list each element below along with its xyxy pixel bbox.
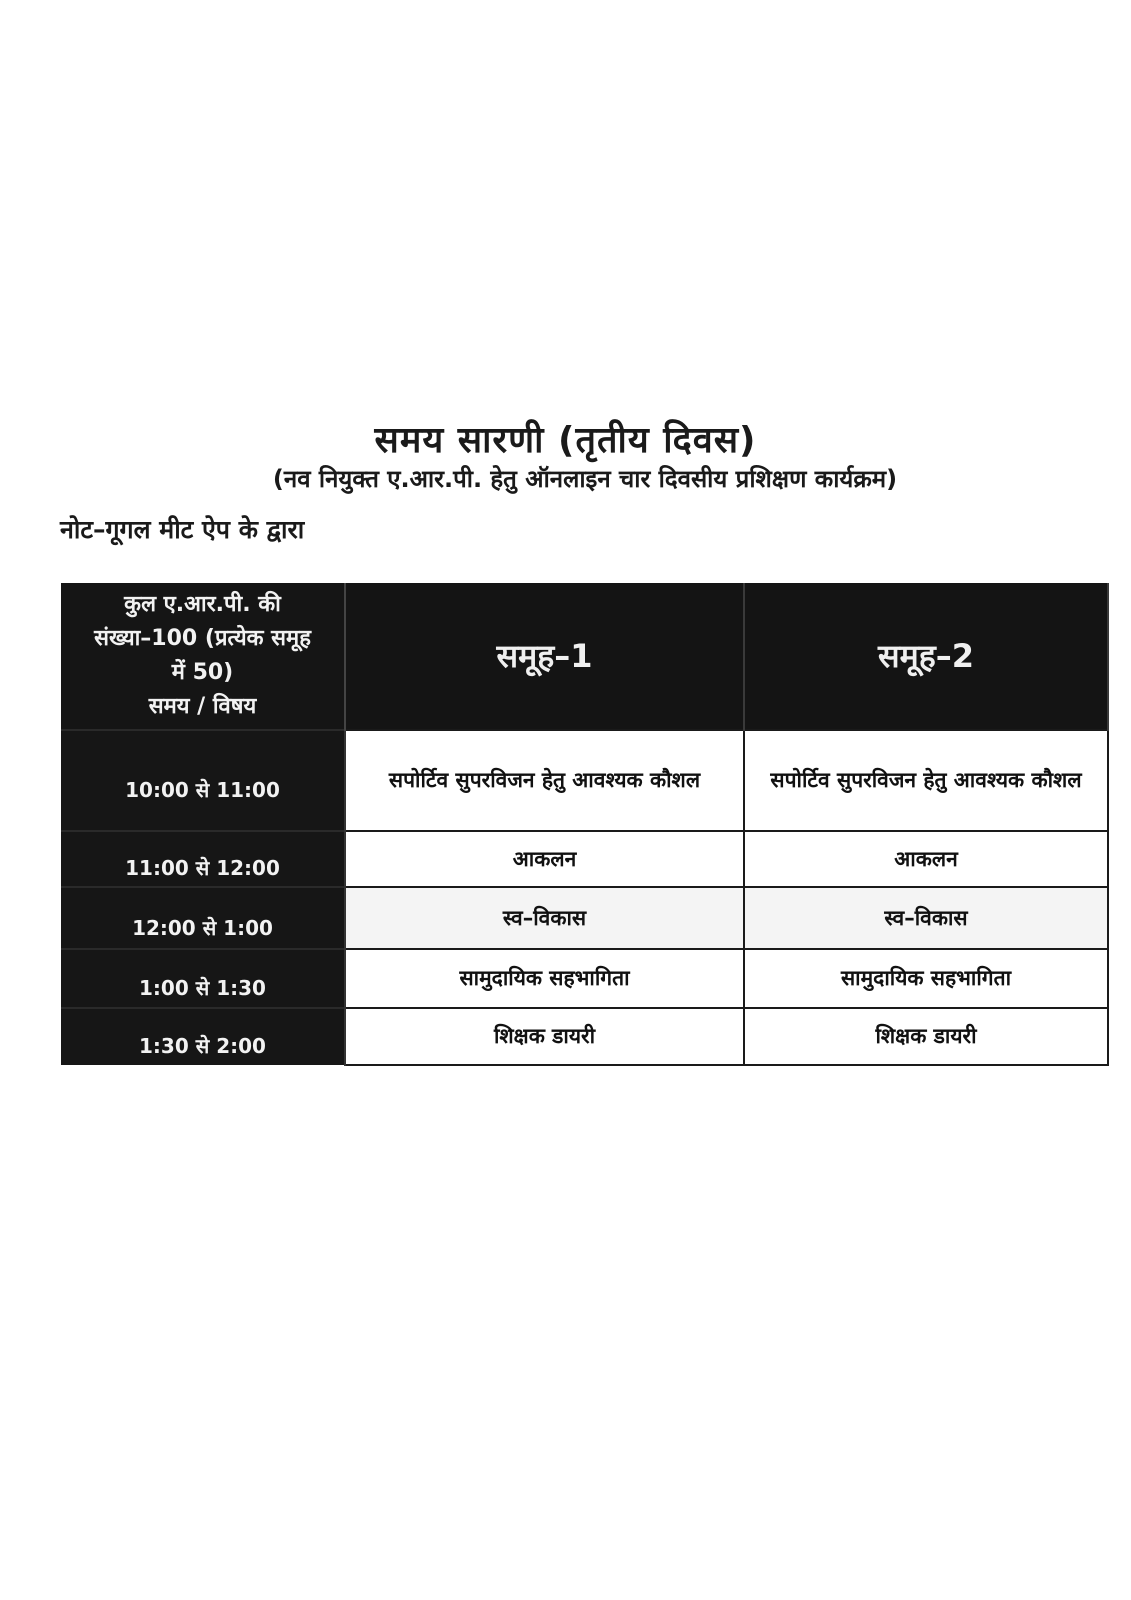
schedule-table (61, 583, 1109, 1066)
table-header-row (61, 583, 1108, 730)
table-row (61, 730, 1108, 831)
group2-topic-cell: सपोर्टिव सुपरविजन हेतु आवश्यक कौशल (744, 730, 1108, 831)
table-row (61, 887, 1108, 949)
group2-topic-cell: सामुदायिक सहभागिता (744, 949, 1108, 1007)
header-group-1: समूह–1 (345, 583, 744, 730)
time-cell: 1:00 से 1:30 (61, 949, 345, 1007)
group2-topic-cell: स्व–विकास (744, 887, 1108, 949)
header-time-subject (61, 583, 345, 730)
group2-topic-cell: शिक्षक डायरी (744, 1008, 1108, 1065)
header-time-line: कुल ए.आर.पी. की (124, 591, 281, 617)
group1-topic-cell: शिक्षक डायरी (345, 1008, 744, 1065)
time-cell: 10:00 से 11:00 (61, 730, 345, 831)
group1-topic-cell: सपोर्टिव सुपरविजन हेतु आवश्यक कौशल (345, 730, 744, 831)
header-time-line: संख्या–100 (प्रत्येक समूह (94, 625, 311, 651)
time-cell: 11:00 से 12:00 (61, 831, 345, 887)
header-time-line: में 50) (171, 659, 234, 685)
group1-topic-cell: स्व–विकास (345, 887, 744, 949)
page-subtitle: (नव नियुक्त ए.आर.पी. हेतु ऑनलाइन चार दिवसीय प्रशिक्षण कार्यक्रम) (272, 465, 898, 493)
note-text: नोट–गूगल मीट ऐप के द्वारा (60, 515, 305, 544)
header-group-2: समूह–2 (744, 583, 1108, 730)
group2-topic-cell: आकलन (744, 831, 1108, 887)
page-title: समय सारणी (तृतीय दिवस) (374, 420, 757, 461)
table-row (61, 949, 1108, 1007)
table-row (61, 831, 1108, 887)
time-cell: 1:30 से 2:00 (61, 1008, 345, 1065)
group1-topic-cell: सामुदायिक सहभागिता (345, 949, 744, 1007)
time-cell: 12:00 से 1:00 (61, 887, 345, 949)
header-time-line: समय / विषय (148, 693, 257, 719)
table-row (61, 1008, 1108, 1065)
group1-topic-cell: आकलन (345, 831, 744, 887)
